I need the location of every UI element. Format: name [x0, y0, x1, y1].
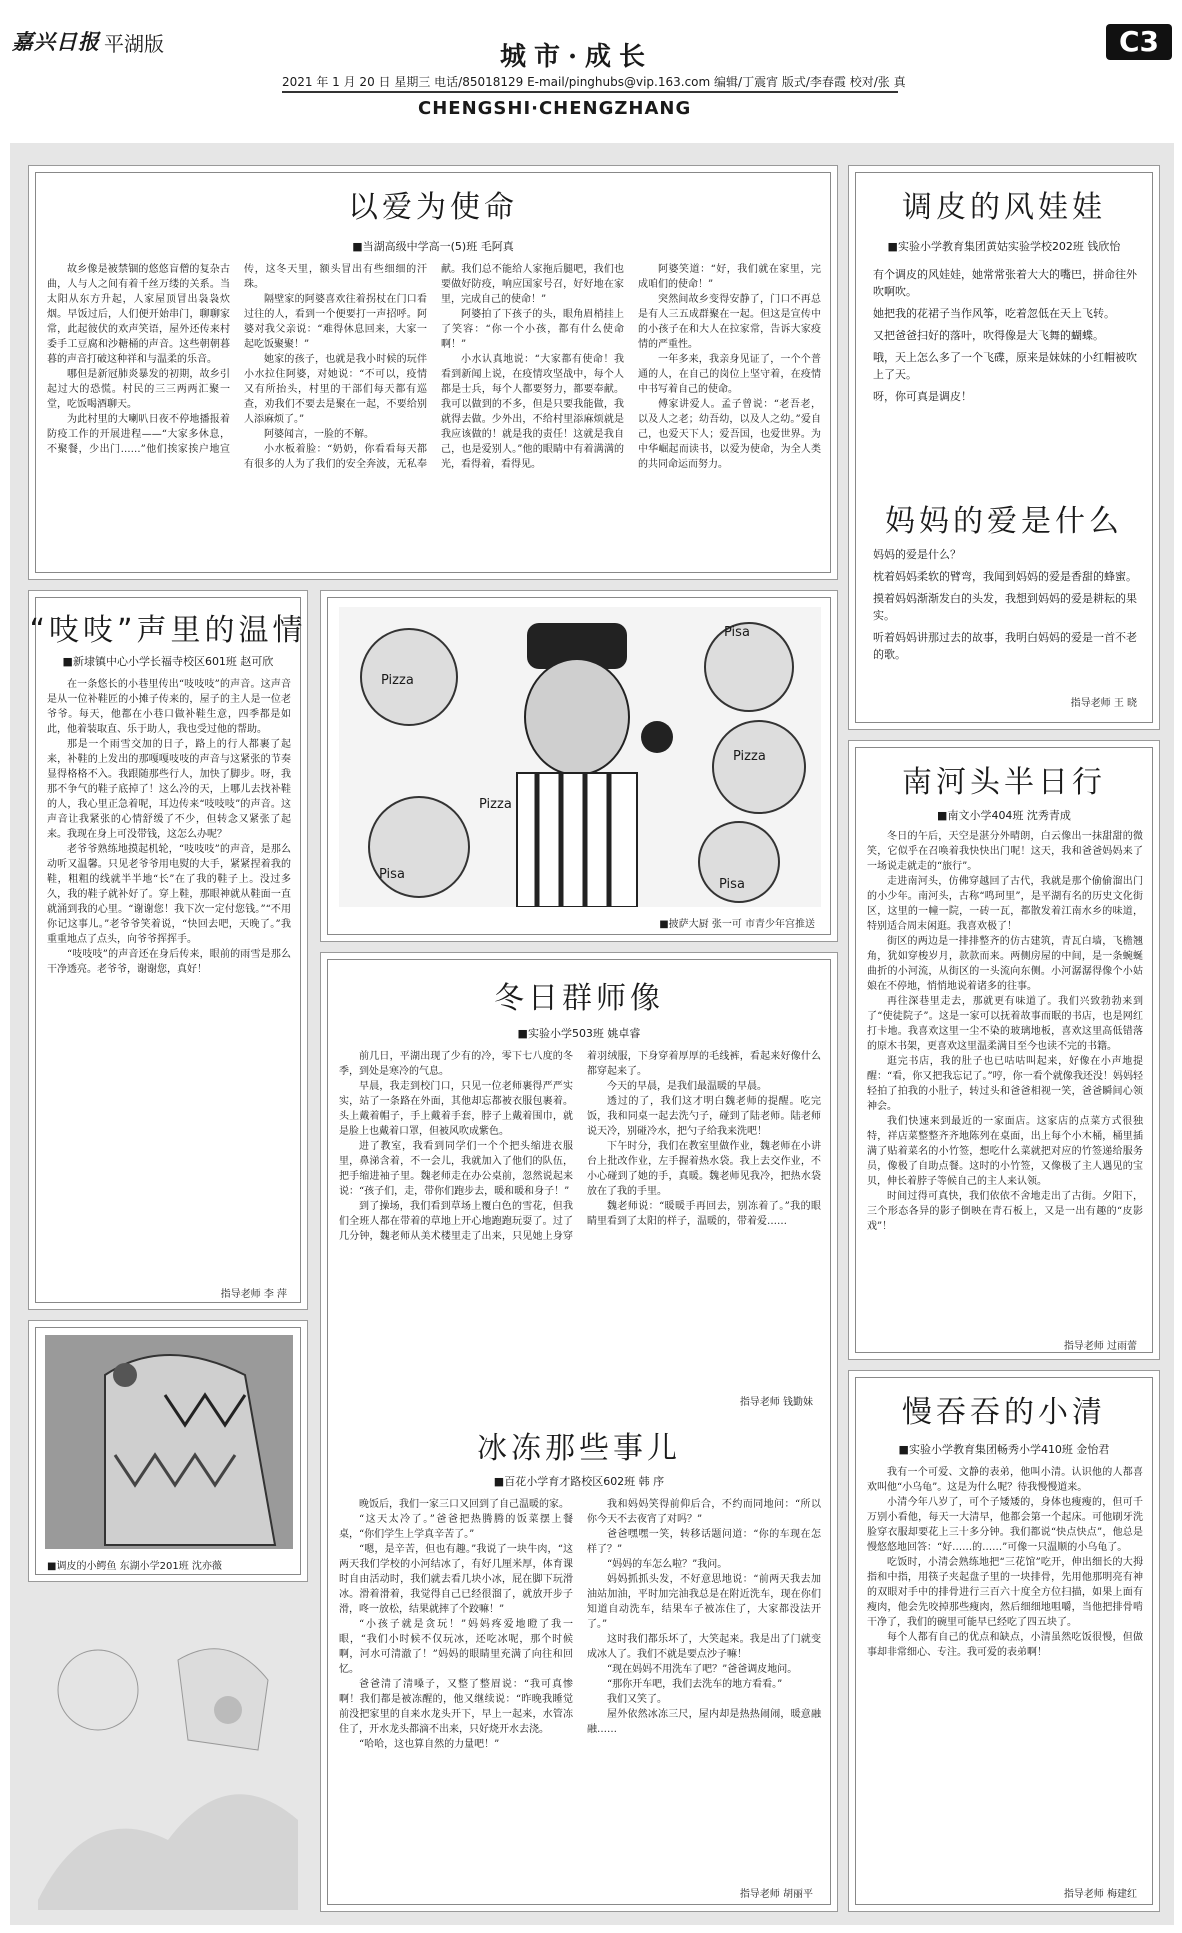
pizza-sign: Pizza	[479, 797, 512, 812]
article-body: 我有一个可爱、文静的表弟，他叫小清。认识他的人都喜欢叫他“小乌龟”。这是为什么呢？待我慢慢道来。 小清今年八岁了，可个子矮矮的，身体也瘦瘦的，但可千万别小看他，每天一大清早，他都会第一个起床。可他刷牙洗脸穿衣服却要花上三十多分钟。我们都说“快点快点”，他总是慢悠悠地回答：“好……的……”可像一只温顺的小乌龟了。 吃饭时，小清会熟练地把“三花馆”吃开，伸出细长的大拇指和中指，用筷子夹起盘子里的一块排骨，先用他那明亮有神的双眼对手中的排骨进行三百六十度全方位扫描，如果上面有瘦肉，他会先咬掉那些瘦肉，然后细细地咀嚼，当他把排骨啃干净了，我们的碗里可能早已经吃了四五块了。 每个人都有自己的优点和缺点，小清虽然吃饭很慢，但做事却非常细心、专注。我可爱的表弟啊！	[867, 1467, 1143, 1658]
article-title: 妈妈的爱是什么	[885, 504, 1123, 539]
article-title: 冰冻那些事儿	[477, 1431, 681, 1466]
edition-label: 平湖版	[104, 32, 164, 56]
pizza-sign: Pisa	[719, 877, 745, 892]
pizza-sign: Pizza	[733, 749, 766, 764]
article-body: 故乡像是被禁锢的悠悠盲僧的复杂古曲，人与人之间有着千丝万缕的关系。当太阳从东方升起，人家屋顶冒出袅袅炊烟。早饭过后，人们便开始串门，聊聊家常，此起彼伏的欢声笑语，屋外还传来村委手工豆腐和沙糖桶的声音。这些朝朝暮暮的声音打破这种祥和与温柔的乐音。 哪但是新冠肺炎暴发的初期，故乡引起过大的恐慌。村民的三三两两汇聚一堂，吃饭喝酒聊天。 为此村里的大喇叭日夜不停地播报着防疫工作的开展进程——“大家多休息，不聚餐，少出门……”他们挨家挨户地宣传，这冬天里，额头冒出有些细细的汗珠。 隔壁家的阿婆喜欢往着拐杖在门口看过往的人，看到一个便要打一声招呼。阿婆对我父亲说：“难得休息回来，大家一起吃饭聚聚！” 她家的孩子，也就是我小时候的玩伴小水拉住阿婆，对她说：“不可以，疫情又有所抬头，村里的干部们每天都有巡查，劝我们不要去是聚在一起，不要给别人添麻烦了。” 阿婆闻言，一脸的不解。 小水板着脸：“奶奶，你看看每天都有很多的人为了我们的安全奔波，无私奉献。我们总不能给人家拖后腿吧，我们也要做好防疫，响应国家号召，好好地在家里，完成自己的使命！” 阿婆拍了下孩子的头，眼角眉梢挂上了笑容：“你一个小孩，都有什么使命啊！” 小水认真地说：“大家都有使命！我看到新闻上说，在疫情攻坚战中，每个人都是士兵，每个人都要努力，都要奉献。我可以做到的不多，但是只要我能做，我就得去做。少外出，不给村里添麻烦就是我应该做的！就是我的责任！这就是我自己，也是爱别人。”他的眼睛中有着满满的光，看得着，看得见。 阿婆笑道：“好，我们就在家里，完成咱们的使命！” 突然间故乡变得安静了，门口不再总是有人三五成群聚在一起。但这是宣传中的小孩子在和大人在拉家常，告诉大家疫情的严重性。 一年多来，我亲身见证了，一个个普通的人，在自己的岗位上坚守着，在疫情中书写着自己的使命。 傅家讲爱人。孟子曾说：“老吾老，以及人之老；幼吾幼，以及人之幼。”爱自己，也爱天下人；爱吾国，也爱世界。为中华崛起而读书，以爱为使命，为全人类的共同命运而努力。	[47, 264, 821, 470]
pizza-sign: Pizza	[381, 673, 414, 688]
teacher-credit: 指导老师 王 晓	[1070, 698, 1137, 709]
image-caption: ■披萨大厨 张一可 市青少年宫推送	[659, 919, 815, 930]
pizza-drawing	[339, 607, 821, 907]
article-body: 晚饭后，我们一家三口又回到了自己温暖的家。 “这天太冷了。”爸爸把热腾腾的饭菜摆上餐桌，“你们学生上学真辛苦了。” “嗯，是辛苦，但也有趣。”我说了一块牛肉，“这两天我们学校的小河结冰了，有好几厘米厚，体育课时自由活动时，我们就去看几块小冰，屁在脚下玩滑冰。滑着滑着，我觉得自己已经很溜了，就放开步子滑，咚一放松，结果就摔了个跤嘛！” “小孩子就是贪玩！”妈妈疼爱地瞪了我一眼，“我们小时候不仅玩冰，还吃冰呢，那个时候啊，河水可清澈了！”妈妈的眼睛里充满了向往和回忆。 爸爸清了清嗓子，又整了整眉说：“我可真惨啊！我们都是被冻醒的，他又继续说：“昨晚我睡觉前没把家里的自来水龙头开下，早上一起来，水管冻住了，开水龙头都滴不出来，只好烧开水去浇。 “哈哈，这也算自然的力量吧！” 我和妈妈笑得前仰后合，不约而同地问：“所以你今天不去夜宵了对吗？” 爸爸嘿嘿一笑，转移话题问道：“你的车现在怎样了？” “妈妈的车怎么啦？”我问。 妈妈抓抓头发，不好意思地说：“前两天我去加油站加油，平时加完油我总是在附近洗车，现在你们知道自动洗车，结果车子被冻住了，大家都没法开了。” 这时我们都乐坏了，大笑起来。我是出了门就变成冰人了。我们不就是要点沙子嘛！ “现在妈妈不用洗车了吧？”爸爸调皮地问。 “那你开车吧，我们去洗车的地方看看。” 我们又笑了。 屋外依然冰冻三尺，屋内却是热热闹闹，暖意融融……	[339, 1499, 821, 1750]
article-ai	[28, 165, 838, 580]
article-zhizhi	[28, 590, 308, 1310]
teacher-credit: 指导老师 李 萍	[220, 1289, 287, 1300]
article-title: 以爱为使命	[348, 190, 518, 225]
kids-decoration-icon	[28, 1600, 308, 1910]
article-byline: ■南文小学404班 沈秀青成	[937, 809, 1071, 822]
issue-info: 2021 年 1 月 20 日 星期三 电话/85018129 E-mail/pinghubs@vip.163.com 编辑/丁震宵 版式/李春霞 校对/张 真	[282, 75, 906, 89]
crocodile-illustration	[45, 1335, 293, 1549]
article-byline: ■实验小学503班 姚卓睿	[517, 1027, 641, 1040]
decorative-illustration	[28, 1600, 308, 1910]
teacher-credit: 指导老师 过雨蕾	[1063, 1341, 1137, 1352]
teacher-credit: 指导老师 胡丽平	[739, 1889, 813, 1900]
pizza-sign: Pisa	[379, 867, 405, 882]
article-body: 前几日，平湖出现了少有的冷，零下七八度的冬季，到处是寒冷的气息。 早晨，我走到校门口，只见一位老师裹得严严实实，站了一条路在外面，其他却忘都被衣服包裹着。头上戴着帽子，手上戴着手套，脖子上戴着围巾，就是脸上也戴着口罩，但被风吹成紫色。 进了教室，我看到同学们一个个把头缩进衣服里，鼻涕含着，不一会儿，我就加入了他们的队伍，把手缩进袖子里。魏老师走在办公桌前，忽然说起来说：“孩子们，走，带你们跑步去，暖和暖和身子！” 到了操场，我们看到草场上覆白色的雪花，但我们全班人都在带着的草地上开心地跑跑玩耍了。过了几分钟，魏老师从美术楼里走了出来，只见她上身穿着羽绒服，下身穿着厚厚的毛线裤，看起来好像什么都穿起来了。 今天的早晨，是我们最温暖的早晨。 透过的了，我们这才明白魏老师的提醒。吃完饭，我和同桌一起去洗勺子，碰到了陆老师。陆老师说天冷，别碰冷水，把勺子给我来洗吧！ 下午时分，我们在教室里做作业，魏老师在小讲台上批改作业，左手握着热水袋。我上去交作业，不小心碰到了她的手，真暖。魏老师见我冷，把热水袋放在了我的手里。 魏老师说：“暖暖手再回去，别冻着了。”我的眼睛里看到了太阳的样子，温暖的，带着爱……	[339, 1051, 821, 1242]
section-title: 城市·成长	[500, 42, 654, 72]
poem-body: 妈妈的爱是什么？ 枕着妈妈柔软的臂弯，我闻到妈妈的爱是香甜的蜂蜜。 摸着妈妈渐渐发白的头发，我想到妈妈的爱是耕耘的果实。 听着妈妈讲那过去的故事，我明白妈妈的爱是一首不老的歌。	[873, 548, 1137, 661]
newspaper-brand: 嘉兴日报	[12, 29, 100, 54]
article-nanhe	[848, 740, 1160, 1360]
article-mantuntun	[848, 1370, 1160, 1912]
page-code: C3	[1106, 24, 1172, 60]
article-title: 南河头半日行	[902, 765, 1106, 800]
pizza-sign: Pisa	[724, 625, 750, 640]
article-title: 冬日群师像	[494, 981, 664, 1016]
teacher-credit: 指导老师 梅建红	[1063, 1889, 1137, 1900]
article-byline: ■实验小学教育集团黄姑实验学校202班 钱欣怡	[887, 240, 1121, 253]
teacher-credit: 指导老师 钱勤妹	[739, 1397, 813, 1408]
masthead-rule	[282, 91, 898, 93]
article-dongri	[320, 952, 838, 1912]
crocodile-artwork	[28, 1320, 308, 1582]
masthead	[0, 0, 1182, 135]
article-title: 慢吞吞的小清	[902, 1395, 1106, 1430]
poem-body: 有个调皮的风娃娃，她常常张着大大的嘴巴，拼命往外吹啊吹。 她把我的花裙子当作风筝，吃着忽低在天上飞转。 又把爸爸扫好的落叶，吹得像是大飞舞的蝴蝶。 哦，天上怎么多了一个飞碟，原来是妹妹的小红帽被吹上了天。 呀，你可真是调皮！	[873, 268, 1137, 403]
article-byline: ■当湖高级中学高一(5)班 毛阿真	[352, 240, 514, 253]
crocodile-drawing	[45, 1335, 293, 1549]
article-tiaopi	[848, 165, 1160, 730]
article-byline: ■百花小学育才路校区602班 韩 序	[493, 1475, 665, 1488]
article-body: 冬日的午后，天空是湛分外晴朗，白云像出一抹甜甜的微笑，它似乎在召唤着我快快出门呢！这天，我和爸爸妈妈来了一场说走就走的“旅行”。 走进南河头，仿佛穿越回了古代，我就是那个偷偷溜出门的小少年。南河头，古称“鸣珂里”，是平湖有名的历史文化街区，这里的一幢一院，一砖一瓦，都散发着江南水乡的味道，特别适合周末闲逛。我喜欢极了！ 街区的两边是一排排整齐的仿古建筑，青瓦白墙，飞檐翘角，犹如穿梭岁月，款款而来。两侧房屋的中间，是一条蜿蜒曲折的小河流，从街区的一头流向东侧。小河潺潺得像个小姑娘在不停地，悄悄地说着诸多的往事。 再往深巷里走去，那就更有味道了。我们兴致勃勃来到了“使徒院子”。这是一家可以抚着故事而眠的书店，也是网红打卡地。我喜欢这里一尘不染的玻璃地板，喜欢这里高低错落的原木书架，更喜欢这里温柔满目至今也读不完的书籍。 逛完书店，我的肚子也已咕咕叫起来，好像在小声地提醒：“看，你又把我忘记了。”哼，你一看个就像我还没！妈妈轻轻拍了拍我的小肚子，转过头和爸爸相视一笑，爸爸瞬间心领神会。 我们快速来到最近的一家面店。这家店的点菜方式很独特，祥店菜整整齐齐地陈列在桌面，出上每个小木桶，桶里插满了贴着菜名的小竹签，想吃什么菜就把对应的竹签递给服务员，像极了自助点餐。这时的小竹签，又像极了主人遇见的宝贝，伸长着脖子等候自己的主人来认领。 时间过得可真快，我们依依不舍地走出了古街。夕阳下，三个形态各异的影子倒映在青石板上，又是一出有趣的“皮影戏”！	[867, 831, 1143, 1232]
article-byline: ■实验小学教育集团畅秀小学410班 金怡君	[898, 1443, 1110, 1456]
image-caption: ■调皮的小鳄鱼 东湖小学201班 沈亦薇	[47, 1561, 222, 1572]
section-pinyin: CHENGSHI·CHENGZHANG	[418, 98, 692, 119]
pizza-artwork	[320, 590, 838, 942]
article-byline: ■新埭镇中心小学长福寺校区601班 赵可欣	[62, 655, 274, 668]
article-title: “吱吱”声里的温情	[29, 613, 307, 648]
article-body: 在一条悠长的小巷里传出“吱吱吱”的声音。这声音是从一位补鞋匠的小摊子传来的，屋子的主人是一位老爷爷。每天，他都在小巷口做补鞋生意，四季都是如此，他着装取直、乐于助人，我也受过他的帮助。 那是一个雨雪交加的日子，路上的行人都裹了起来，补鞋的上发出的那嘎嘎吱吱的声音与这紧张的节奏显得格格不入。我跟随那些行人，加快了脚步。呀，我那不争气的鞋子底掉了！这么冷的天，上哪儿去找补鞋的人，我心里正急着呢，耳边传来“吱吱吱”的声音。这声音让我紧张的心情舒缓了不少，但转念又紧张了起来。我现在身上可没带钱，这怎么办呢？ 老爷爷熟练地摸起机轮，“吱吱吱”的声音，是那么动听又温馨。只见老爷爷用电熨的大手，紧紧捏着我的鞋，粗粗的线就半半地“长”在了我的鞋子上。没过多久，我的鞋子就补好了。穿上鞋，那眼神就从鞋面一直就涌到我的心里。“谢谢您！我下次一定付您钱。”“不用你记这事儿。”老爷爷笑着说，“快回去吧，天晚了。”我重重地点了点头，向爷爷挥挥手。 “吱吱吱”的声音还在身后传来，眼前的雨雪是那么干净透亮。老爷爷，谢谢您，真好！	[47, 679, 291, 975]
article-title: 调皮的风娃娃	[902, 190, 1106, 225]
